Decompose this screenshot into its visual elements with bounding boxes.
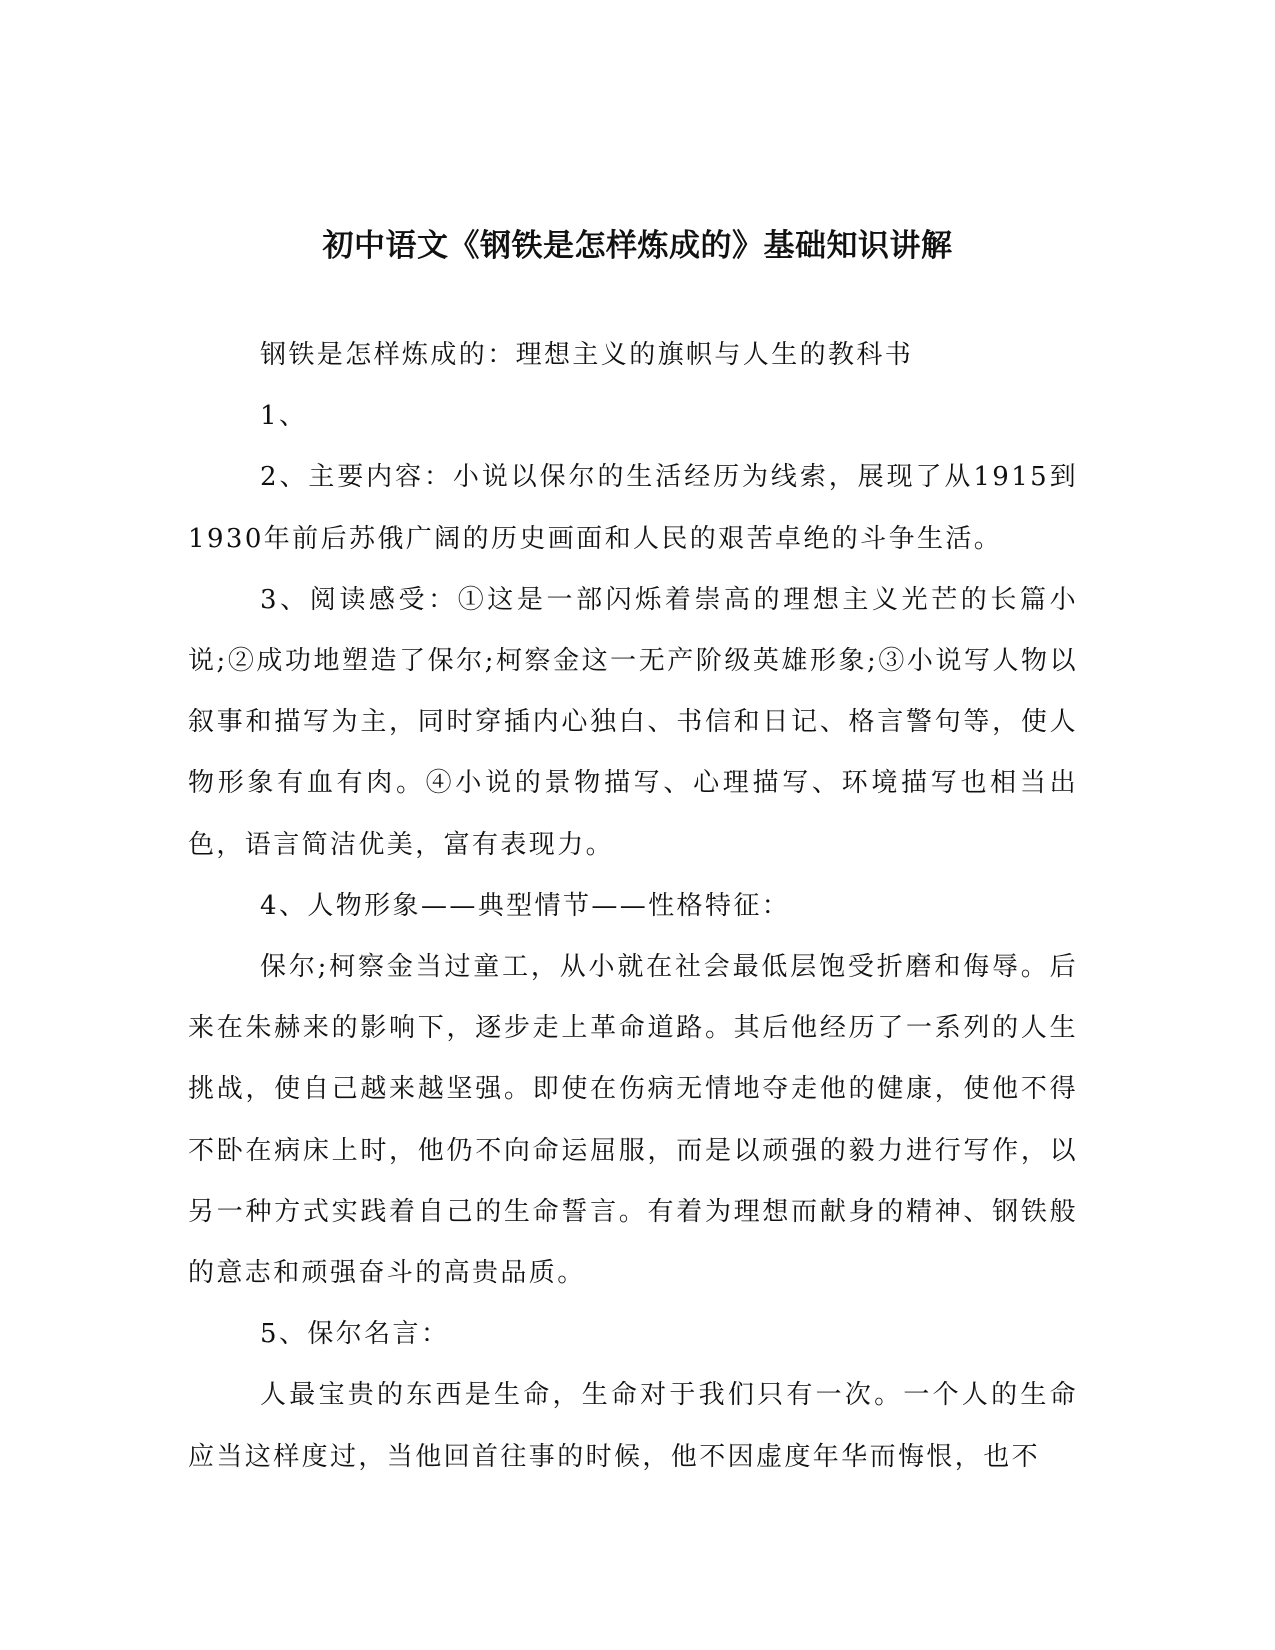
character-description-paragraph: 保尔;柯察金当过童工，从小就在社会最低层饱受折磨和侮辱。后来在朱赫来的影响下，逐步走上革命道路。其后他经历了一系列的人生挑战，使自己越来越坚强。即使在伤病无情地夺走他的健康，使他不得不卧在病床上时，他仍不向命运屈服，而是以顽强的毅力进行写作，以另一种方式实践着自己的生命誓言。有着为理想而献身的精神、钢铁般的意志和顽强奋斗的高贵品质。 [188,952,1078,1289]
document-body [188,325,1078,1488]
quote-paragraph: 人最宝贵的东西是生命，生命对于我们只有一次。一个人的生命应当这样度过，当他回首往事的时候，他不因虚度年华而悔恨，也不 [188,1380,1078,1472]
section-1-paragraph: 1、 [260,401,308,432]
quotes-heading-paragraph: 5、保尔名言： [260,1319,450,1350]
subtitle-paragraph: 钢铁是怎样炼成的：理想主义的旗帜与人生的教科书 [260,340,914,370]
main-content-paragraph: 2、主要内容：小说以保尔的生活经历为线索，展现了从1915到1930年前后苏俄广阔的历史画面和人民的艰苦卓绝的斗争生活。 [188,462,1078,554]
reading-impression-paragraph: 3、阅读感受：①这是一部闪烁着崇高的理想主义光芒的长篇小说;②成功地塑造了保尔;柯察金这一无产阶级英雄形象;③小说写人物以叙事和描写为主，同时穿插内心独白、书信和日记、格言警句等，使人物形象有血有肉。④小说的景物描写、心理描写、环境描写也相当出色，语言简洁优美，富有表现力。 [188,584,1078,860]
character-heading-paragraph: 4、人物形象——典型情节——性格特征： [260,890,791,921]
document-title: 初中语文《钢铁是怎样炼成的》基础知识讲解 [322,227,953,264]
